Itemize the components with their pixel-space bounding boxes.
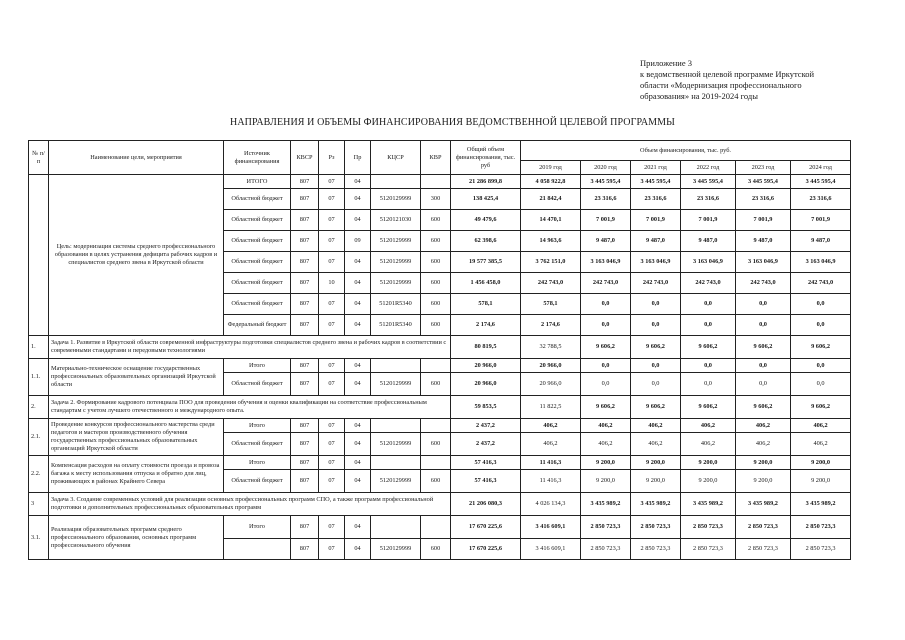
cell-kvsr: 807 [291, 359, 319, 373]
cell-year-value: 0,0 [791, 359, 851, 373]
header-name: Наименование цели, мероприятия [49, 141, 224, 175]
cell-year-value: 406,2 [581, 433, 631, 456]
measure-text: Компенсация расходов на оплату стоимости проезда и провоза багажа к месту использования отпуска и обратно для лиц, проживающих в районах Крайнего Севера [49, 456, 224, 493]
appendix-note [640, 58, 890, 102]
cell-year-value: 9 200,0 [631, 470, 681, 493]
cell-total: 1 456 458,0 [451, 273, 521, 294]
cell-year-value: 242 743,0 [681, 273, 736, 294]
cell-year-value: 14 963,6 [521, 231, 581, 252]
cell-year-value: 0,0 [791, 373, 851, 396]
document-title: НАПРАВЛЕНИЯ И ОБЪЕМЫ ФИНАНСИРОВАНИЯ ВЕДОМСТВЕННОЙ ЦЕЛЕВОЙ ПРОГРАММЫ [230, 117, 675, 128]
cell-year-value: 0,0 [581, 294, 631, 315]
cell-kcsr [371, 419, 421, 433]
cell-kcsr: 51201R5340 [371, 315, 421, 336]
cell-year-value: 23 316,6 [791, 189, 851, 210]
cell-src: Областной бюджет [224, 433, 291, 456]
cell-year-value: 11 822,5 [521, 396, 581, 419]
cell-kcsr: 5120129999 [371, 273, 421, 294]
header-pr: Пр [345, 141, 371, 175]
cell-src: Областной бюджет [224, 252, 291, 273]
cell-total: 19 577 385,5 [451, 252, 521, 273]
cell-kcsr: 51201R5340 [371, 294, 421, 315]
cell-src: Итого [224, 456, 291, 470]
cell-year-value: 0,0 [681, 359, 736, 373]
cell-year-value: 406,2 [681, 419, 736, 433]
cell-pr: 04 [345, 175, 371, 189]
cell-year-value: 9 606,2 [631, 396, 681, 419]
cell-pr: 04 [345, 419, 371, 433]
cell-year-value: 0,0 [631, 315, 681, 336]
cell-kvr: 600 [421, 294, 451, 315]
cell-year-value: 2 850 723,3 [791, 516, 851, 539]
cell-pr: 04 [345, 539, 371, 560]
cell-year-value: 9 200,0 [736, 456, 791, 470]
cell-year-value: 2 850 723,3 [736, 539, 791, 560]
cell-year-value: 9 200,0 [581, 470, 631, 493]
task-text: Задача 3. Создание современных условий для реализации основных профессиональных программ СПО, а также программ профессиональной подготовки и дополнительных профессиональных образовательных программ [49, 493, 451, 516]
measure-text: Реализация образовательных программ среднего профессионального образования, основных программ профессионального обучения [49, 516, 224, 560]
cell-year-value: 0,0 [736, 294, 791, 315]
cell-year-value: 9 606,2 [581, 336, 631, 359]
cell-year-value: 7 001,9 [581, 210, 631, 231]
cell-year-value: 242 743,0 [736, 273, 791, 294]
cell-kvr: 600 [421, 210, 451, 231]
cell-year-value: 406,2 [791, 433, 851, 456]
cell-year-value: 23 316,6 [736, 189, 791, 210]
cell-rz: 07 [319, 294, 345, 315]
cell-kvr: 300 [421, 189, 451, 210]
cell-src: Областной бюджет [224, 294, 291, 315]
cell-year-value: 578,1 [521, 294, 581, 315]
cell-year-value: 9 487,0 [631, 231, 681, 252]
measure-num: 3.1. [29, 516, 49, 560]
cell-rz: 07 [319, 315, 345, 336]
cell-year-value: 0,0 [631, 373, 681, 396]
cell-year-value: 0,0 [791, 315, 851, 336]
cell-total: 62 398,6 [451, 231, 521, 252]
cell-year-value: 9 200,0 [681, 456, 736, 470]
cell-src: Итого [224, 359, 291, 373]
cell-year-value: 9 200,0 [791, 470, 851, 493]
header-year: 2023 год [736, 161, 791, 175]
cell-year-value: 3 435 989,2 [791, 493, 851, 516]
goal-text: Цель: модернизация системы среднего профессионального образования в целях устранения дефицита рабочих кадров и специалистов среднего звена в Иркутской области [49, 175, 224, 336]
measure-row [29, 419, 851, 433]
cell-rz: 07 [319, 359, 345, 373]
cell-rz: 07 [319, 516, 345, 539]
cell-year-value: 3 416 609,1 [521, 539, 581, 560]
task-row [29, 396, 851, 419]
task-row [29, 493, 851, 516]
cell-year-value: 242 743,0 [631, 273, 681, 294]
task-text: Задача 2. Формирование кадрового потенциала ПОО для проведения обучения и оценки квалификации на соответствие профессиональным стандартам с учетом лучшего отечественного и международного опыта. [49, 396, 451, 419]
cell-kvr: 600 [421, 231, 451, 252]
cell-year-value: 0,0 [581, 359, 631, 373]
cell-year-value: 9 606,2 [631, 336, 681, 359]
cell-kcsr: 5120129999 [371, 539, 421, 560]
measure-row [29, 359, 851, 373]
task-num: 3 [29, 493, 49, 516]
cell-pr: 04 [345, 456, 371, 470]
cell-year-value: 9 200,0 [681, 470, 736, 493]
cell-kvsr: 807 [291, 315, 319, 336]
cell-total: 2 437,2 [451, 419, 521, 433]
cell-total: 57 416,3 [451, 470, 521, 493]
cell-year-value: 3 445 595,4 [736, 175, 791, 189]
cell-kvsr: 807 [291, 433, 319, 456]
cell-year-value: 0,0 [681, 373, 736, 396]
cell-year-value: 3 163 046,9 [791, 252, 851, 273]
cell-kvsr: 807 [291, 456, 319, 470]
goal-num-cell [29, 175, 49, 336]
cell-year-value: 9 487,0 [791, 231, 851, 252]
cell-year-value: 2 850 723,3 [736, 516, 791, 539]
cell-kcsr [371, 516, 421, 539]
cell-rz: 07 [319, 419, 345, 433]
cell-kcsr: 5120129999 [371, 252, 421, 273]
cell-year-value: 9 606,2 [681, 396, 736, 419]
cell-kcsr: 5120129999 [371, 373, 421, 396]
cell-kvr [421, 419, 451, 433]
cell-kvsr: 807 [291, 231, 319, 252]
cell-year-value: 3 163 046,9 [631, 252, 681, 273]
cell-src: Итого [224, 419, 291, 433]
cell-year-value: 3 163 046,9 [581, 252, 631, 273]
cell-src: Областной бюджет [224, 189, 291, 210]
cell-total: 2 174,6 [451, 315, 521, 336]
cell-year-value: 2 850 723,3 [581, 539, 631, 560]
cell-year-value: 7 001,9 [681, 210, 736, 231]
cell-year-value: 0,0 [631, 359, 681, 373]
cell-total: 57 416,3 [451, 456, 521, 470]
cell-total: 17 670 225,6 [451, 539, 521, 560]
cell-year-value: 0,0 [581, 315, 631, 336]
cell-kvsr: 807 [291, 273, 319, 294]
cell-year-value: 0,0 [681, 294, 736, 315]
cell-kcsr [371, 456, 421, 470]
cell-pr: 04 [345, 315, 371, 336]
header-year: 2020 год [581, 161, 631, 175]
cell-year-value: 3 435 989,2 [736, 493, 791, 516]
cell-total: 20 966,0 [451, 359, 521, 373]
cell-total: 21 206 080,3 [451, 493, 521, 516]
cell-year-value: 0,0 [581, 373, 631, 396]
cell-year-value: 406,2 [736, 419, 791, 433]
cell-kcsr [371, 175, 421, 189]
header-kvr: КВР [421, 141, 451, 175]
cell-year-value: 242 743,0 [521, 273, 581, 294]
cell-year-value: 9 200,0 [736, 470, 791, 493]
cell-src: Областной бюджет [224, 470, 291, 493]
cell-year-value: 23 316,6 [581, 189, 631, 210]
cell-year-value: 3 435 989,2 [681, 493, 736, 516]
cell-year-value: 2 850 723,3 [581, 516, 631, 539]
cell-pr: 04 [345, 373, 371, 396]
cell-kvr: 600 [421, 315, 451, 336]
cell-year-value: 3 762 151,0 [521, 252, 581, 273]
cell-kvsr: 807 [291, 516, 319, 539]
cell-year-value: 9 606,2 [791, 396, 851, 419]
cell-year-value: 406,2 [521, 433, 581, 456]
cell-kcsr [371, 359, 421, 373]
cell-rz: 07 [319, 373, 345, 396]
cell-year-value: 2 850 723,3 [791, 539, 851, 560]
goal-row [29, 175, 851, 189]
cell-year-value: 11 416,3 [521, 470, 581, 493]
cell-total: 21 286 899,8 [451, 175, 521, 189]
cell-year-value: 3 445 595,4 [791, 175, 851, 189]
cell-year-value: 2 850 723,3 [631, 516, 681, 539]
cell-kvr [421, 359, 451, 373]
header-rz: Рз [319, 141, 345, 175]
cell-total: 20 966,0 [451, 373, 521, 396]
cell-kvsr: 807 [291, 539, 319, 560]
cell-year-value: 9 606,2 [791, 336, 851, 359]
cell-rz: 07 [319, 231, 345, 252]
cell-rz: 10 [319, 273, 345, 294]
cell-rz: 07 [319, 175, 345, 189]
cell-year-value: 406,2 [581, 419, 631, 433]
cell-kvr: 600 [421, 539, 451, 560]
cell-kcsr: 5120129999 [371, 433, 421, 456]
cell-pr: 04 [345, 516, 371, 539]
cell-pr: 04 [345, 252, 371, 273]
cell-pr: 04 [345, 294, 371, 315]
cell-year-value: 3 163 046,9 [736, 252, 791, 273]
cell-year-value: 32 788,5 [521, 336, 581, 359]
cell-kvr: 600 [421, 273, 451, 294]
measure-text: Проведение конкурсов профессионального мастерства среди педагогов и мастеров производственного обучения государственных профессиональных образовательных организаций Иркутской области [49, 419, 224, 456]
cell-src: Итого [224, 516, 291, 539]
cell-kvsr: 807 [291, 419, 319, 433]
cell-year-value: 9 606,2 [736, 396, 791, 419]
cell-year-value: 11 416,3 [521, 456, 581, 470]
cell-rz: 07 [319, 470, 345, 493]
cell-year-value: 9 200,0 [791, 456, 851, 470]
cell-rz: 07 [319, 456, 345, 470]
cell-total: 17 670 225,6 [451, 516, 521, 539]
cell-kvr: 600 [421, 433, 451, 456]
cell-year-value: 9 487,0 [736, 231, 791, 252]
cell-year-value: 9 487,0 [581, 231, 631, 252]
cell-year-value: 242 743,0 [791, 273, 851, 294]
cell-year-value: 23 316,6 [681, 189, 736, 210]
cell-year-value: 3 435 989,2 [631, 493, 681, 516]
cell-kvr: 600 [421, 373, 451, 396]
measure-text: Материально-техническое оснащение государственных профессиональных образовательных организаций Иркутской области [49, 359, 224, 396]
measure-row [29, 456, 851, 470]
header-year: 2024 год [791, 161, 851, 175]
cell-year-value: 406,2 [631, 433, 681, 456]
header-kcsr: КЦСР [371, 141, 421, 175]
cell-total: 578,1 [451, 294, 521, 315]
cell-year-value: 21 842,4 [521, 189, 581, 210]
cell-kvsr: 807 [291, 373, 319, 396]
cell-year-value: 9 487,0 [681, 231, 736, 252]
cell-src: ИТОГО [224, 175, 291, 189]
cell-year-value: 14 470,1 [521, 210, 581, 231]
cell-year-value: 9 200,0 [581, 456, 631, 470]
cell-year-value: 0,0 [736, 315, 791, 336]
header-year: 2022 год [681, 161, 736, 175]
cell-year-value: 3 435 989,2 [581, 493, 631, 516]
cell-year-value: 2 850 723,3 [681, 516, 736, 539]
cell-year-value: 0,0 [736, 373, 791, 396]
appendix-line: области «Модернизация профессионального [640, 80, 802, 90]
cell-kvr [421, 516, 451, 539]
cell-total: 80 819,5 [451, 336, 521, 359]
cell-pr: 04 [345, 273, 371, 294]
cell-rz: 07 [319, 252, 345, 273]
cell-year-value: 7 001,9 [736, 210, 791, 231]
cell-year-value: 406,2 [681, 433, 736, 456]
cell-year-value: 9 606,2 [736, 336, 791, 359]
cell-total: 49 479,6 [451, 210, 521, 231]
cell-year-value: 0,0 [791, 294, 851, 315]
cell-year-value: 0,0 [631, 294, 681, 315]
cell-src: Областной бюджет [224, 210, 291, 231]
cell-year-value: 2 850 723,3 [681, 539, 736, 560]
cell-pr: 04 [345, 210, 371, 231]
header-kvsr: КВСР [291, 141, 319, 175]
cell-year-value: 7 001,9 [791, 210, 851, 231]
cell-year-value: 406,2 [521, 419, 581, 433]
header-num: № п/п [29, 141, 49, 175]
measure-num: 2.1. [29, 419, 49, 456]
cell-year-value: 7 001,9 [631, 210, 681, 231]
cell-src: Областной бюджет [224, 273, 291, 294]
cell-year-value: 0,0 [681, 315, 736, 336]
cell-kvsr: 807 [291, 175, 319, 189]
measure-num: 1.1. [29, 359, 49, 396]
cell-rz: 07 [319, 210, 345, 231]
cell-pr: 04 [345, 359, 371, 373]
cell-year-value: 3 163 046,9 [681, 252, 736, 273]
cell-kcsr: 5120121030 [371, 210, 421, 231]
cell-kvr: 600 [421, 470, 451, 493]
cell-year-value: 9 606,2 [681, 336, 736, 359]
cell-src: Областной бюджет [224, 231, 291, 252]
cell-year-value: 406,2 [791, 419, 851, 433]
cell-pr: 04 [345, 189, 371, 210]
header-year: 2021 год [631, 161, 681, 175]
cell-year-value: 3 445 595,4 [681, 175, 736, 189]
header-year: 2019 год [521, 161, 581, 175]
cell-year-value: 2 850 723,3 [631, 539, 681, 560]
cell-year-value: 20 966,0 [521, 359, 581, 373]
cell-year-value: 4 058 922,8 [521, 175, 581, 189]
cell-rz: 07 [319, 539, 345, 560]
task-num: 2. [29, 396, 49, 419]
cell-year-value: 9 606,2 [581, 396, 631, 419]
cell-year-value: 3 445 595,4 [631, 175, 681, 189]
cell-kcsr: 5120129999 [371, 470, 421, 493]
cell-kvr [421, 456, 451, 470]
cell-kvsr: 807 [291, 210, 319, 231]
cell-year-value: 406,2 [631, 419, 681, 433]
cell-pr: 04 [345, 433, 371, 456]
cell-total: 2 437,2 [451, 433, 521, 456]
cell-year-value: 4 026 134,3 [521, 493, 581, 516]
cell-kvsr: 807 [291, 294, 319, 315]
cell-src: Федеральный бюджет [224, 315, 291, 336]
cell-rz: 07 [319, 189, 345, 210]
cell-total: 138 425,4 [451, 189, 521, 210]
cell-year-value: 9 200,0 [631, 456, 681, 470]
appendix-line: к ведомственной целевой программе Иркутской [640, 69, 815, 79]
cell-src [224, 539, 291, 560]
header-source: Источник финансирования [224, 141, 291, 175]
cell-pr: 04 [345, 470, 371, 493]
cell-year-value: 3 445 595,4 [581, 175, 631, 189]
cell-pr: 09 [345, 231, 371, 252]
cell-total: 59 853,5 [451, 396, 521, 419]
task-num: 1. [29, 336, 49, 359]
cell-kvr [421, 175, 451, 189]
header-volume: Объем финансирования, тыс. руб. [521, 141, 851, 161]
cell-kvsr: 807 [291, 189, 319, 210]
cell-year-value: 0,0 [736, 359, 791, 373]
appendix-line: Приложение 3 [640, 58, 692, 68]
cell-year-value: 406,2 [736, 433, 791, 456]
cell-kvsr: 807 [291, 470, 319, 493]
task-text: Задача 1. Развитие в Иркутской области современной инфраструктуры подготовки специалистов среднего звена и рабочих кадров в соответствии с современными стандартами и передовыми технологиями [49, 336, 451, 359]
measure-row [29, 516, 851, 539]
cell-year-value: 20 966,0 [521, 373, 581, 396]
cell-kcsr: 5120129999 [371, 189, 421, 210]
cell-kcsr: 5120129999 [371, 231, 421, 252]
task-row [29, 336, 851, 359]
cell-kvr: 600 [421, 252, 451, 273]
appendix-line: образования» на 2019-2024 годы [640, 91, 758, 101]
cell-year-value: 2 174,6 [521, 315, 581, 336]
header-total: Общий объем финансирования, тыс. руб [451, 141, 521, 175]
cell-kvsr: 807 [291, 252, 319, 273]
cell-src: Областной бюджет [224, 373, 291, 396]
cell-year-value: 3 416 609,1 [521, 516, 581, 539]
header-row [29, 141, 851, 161]
cell-year-value: 242 743,0 [581, 273, 631, 294]
cell-year-value: 23 316,6 [631, 189, 681, 210]
financing-table [28, 140, 851, 560]
cell-rz: 07 [319, 433, 345, 456]
measure-num: 2.2. [29, 456, 49, 493]
